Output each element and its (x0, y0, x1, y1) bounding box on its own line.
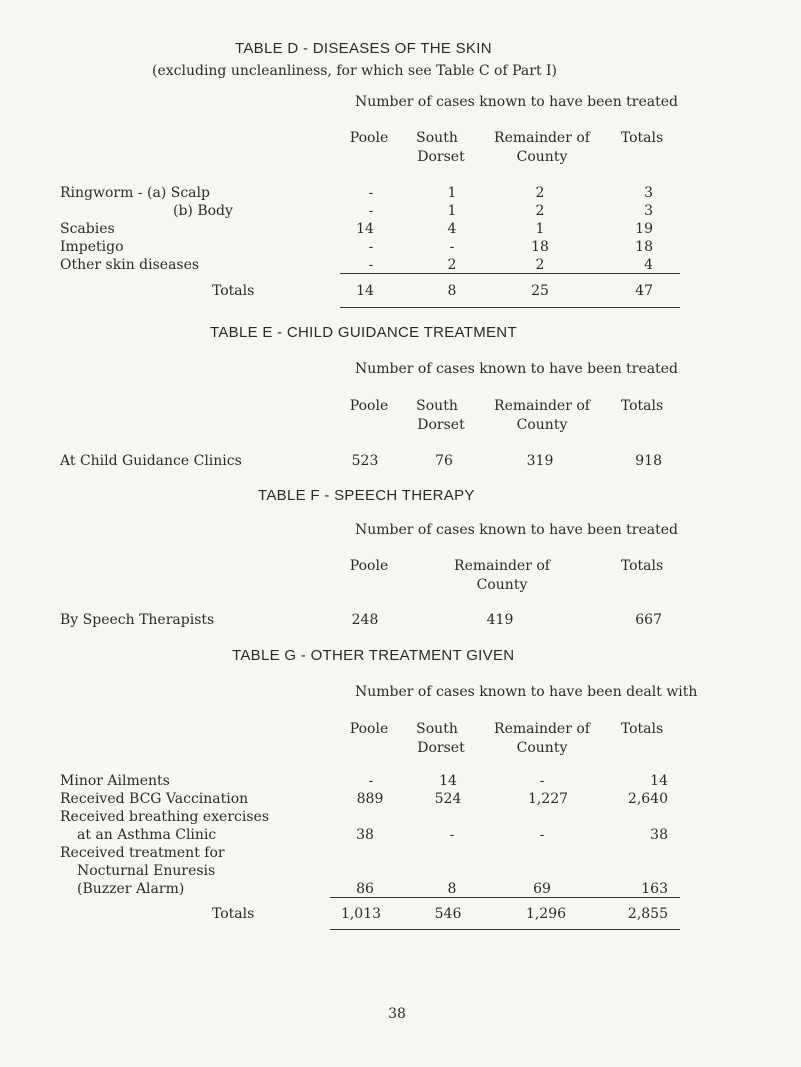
table-g-cell: 38 (650, 827, 668, 843)
table-e-col-totals: Totals (620, 398, 664, 414)
table-g-total: 546 (434, 906, 462, 922)
table-d-row-label: Scabies (60, 221, 115, 237)
table-f-cell: 419 (486, 612, 514, 628)
table-g-col-south: South (416, 721, 458, 737)
table-g-cell: 889 (356, 791, 384, 807)
table-d-cell: 18 (635, 239, 653, 255)
table-d-row-label: Other skin diseases (60, 257, 200, 273)
table-e-cell: 523 (351, 453, 379, 469)
table-g-cell: 524 (434, 791, 462, 807)
table-d-row-label: (b) Body (173, 203, 233, 219)
table-d-cell: - (368, 257, 374, 273)
table-g-header: Number of cases known to have been dealt with (355, 684, 698, 700)
table-g-cell: 14 (650, 773, 668, 789)
table-d-title: TABLE D - DISEASES OF THE SKIN (235, 40, 492, 57)
page-number: 38 (388, 1006, 406, 1022)
table-g-totals-label: Totals (212, 906, 255, 922)
table-f-cell: 667 (635, 612, 662, 628)
table-e-cell: 319 (526, 453, 554, 469)
table-g-row-label: (Buzzer Alarm) (77, 881, 185, 897)
table-e-header: Number of cases known to have been treated (355, 361, 678, 377)
table-d-cell: 18 (531, 239, 549, 255)
table-d-col-totals: Totals (620, 130, 664, 146)
table-g-cell: 2,640 (627, 791, 668, 807)
table-d-cell: - (368, 239, 374, 255)
table-d-cell: 4 (447, 221, 457, 237)
table-d-col-south-2: Dorset (417, 149, 465, 165)
table-e-col-poole: Poole (349, 398, 389, 414)
table-d-cell: - (368, 185, 374, 201)
table-d-col-south: South (416, 130, 458, 146)
table-d-total: 25 (531, 283, 549, 299)
table-f-col-remainder-2: County (476, 577, 528, 593)
table-g-title: TABLE G - OTHER TREATMENT GIVEN (232, 647, 515, 664)
table-d-total: 47 (635, 283, 653, 299)
table-d-col-poole: Poole (349, 130, 389, 146)
table-g-divider (330, 897, 680, 898)
table-g-row-label: Minor Ailments (60, 773, 170, 789)
table-g-total: 2,855 (627, 906, 668, 922)
table-e-cell: 918 (635, 453, 662, 469)
table-d-cell: 2 (447, 257, 457, 273)
table-g-row-label: Nocturnal Enuresis (77, 863, 216, 879)
table-d-totals-label: Totals (212, 283, 255, 299)
table-d-cell: 4 (644, 257, 653, 273)
table-g-row-label: at an Asthma Clinic (77, 827, 217, 843)
table-f-col-remainder: Remainder of (454, 558, 550, 574)
table-d-subtitle: (excluding uncleanliness, for which see Table C of Part I) (152, 63, 558, 79)
table-g-col-south-2: Dorset (417, 740, 465, 756)
table-d-cell: 1 (447, 185, 457, 201)
table-d-cell: 2 (535, 203, 545, 219)
table-g-row-label: Received BCG Vaccination (60, 791, 249, 807)
table-d-col-remainder-2: County (516, 149, 568, 165)
table-g-cell: - (449, 827, 455, 843)
table-d-bottom-rule (340, 307, 680, 308)
table-d-cell: 3 (644, 203, 653, 219)
table-g-cell: - (539, 773, 545, 789)
table-d-cell: 14 (356, 221, 374, 237)
table-d-cell: 2 (535, 185, 545, 201)
table-g-col-remainder-2: County (516, 740, 568, 756)
table-d-total: 8 (447, 283, 457, 299)
table-g-cell: 8 (447, 881, 457, 897)
table-g-cell: 38 (356, 827, 374, 843)
table-g-bottom-rule (330, 929, 680, 930)
table-d-row-label: Ringworm - (a) Scalp (60, 185, 210, 201)
table-d-cell: - (368, 203, 374, 219)
table-g-cell: 14 (439, 773, 457, 789)
table-d-cell: 1 (535, 221, 545, 237)
table-d-cell: - (449, 239, 455, 255)
table-e-col-remainder-2: County (516, 417, 568, 433)
table-d-cell: 1 (447, 203, 457, 219)
table-f-col-totals: Totals (620, 558, 664, 574)
table-d-row-label: Impetigo (60, 239, 124, 255)
table-e-col-south-2: Dorset (417, 417, 465, 433)
table-e-row-label: At Child Guidance Clinics (60, 453, 242, 469)
table-g-total: 1,013 (340, 906, 382, 922)
table-g-row-label: Received breathing exercises (60, 809, 270, 825)
table-f-header: Number of cases known to have been treated (355, 522, 678, 538)
table-g-cell: - (368, 773, 374, 789)
table-f-title: TABLE F - SPEECH THERAPY (258, 487, 475, 504)
table-e-cell: 76 (435, 453, 453, 469)
table-g-cell: 163 (641, 881, 668, 897)
table-d-cell: 2 (535, 257, 545, 273)
table-e-col-remainder: Remainder of (494, 398, 590, 414)
table-g-total: 1,296 (525, 906, 567, 922)
table-g-row-label: Received treatment for (60, 845, 225, 861)
table-f-col-poole: Poole (349, 558, 389, 574)
table-f-cell: 248 (351, 612, 379, 628)
table-g-cell: 1,227 (527, 791, 569, 807)
table-g-cell: - (539, 827, 545, 843)
table-d-cell: 19 (635, 221, 653, 237)
table-d-total: 14 (356, 283, 374, 299)
table-f-row-label: By Speech Therapists (60, 612, 215, 628)
table-g-cell: 69 (533, 881, 551, 897)
table-e-col-south: South (416, 398, 458, 414)
table-g-col-remainder: Remainder of (494, 721, 590, 737)
table-e-title: TABLE E - CHILD GUIDANCE TREATMENT (210, 324, 517, 341)
table-g-cell: 86 (356, 881, 374, 897)
table-g-col-totals: Totals (620, 721, 664, 737)
table-d-divider (340, 273, 680, 274)
table-d-col-remainder: Remainder of (494, 130, 590, 146)
table-g-col-poole: Poole (349, 721, 389, 737)
table-d-header: Number of cases known to have been treated (355, 94, 678, 110)
table-d-cell: 3 (644, 185, 653, 201)
